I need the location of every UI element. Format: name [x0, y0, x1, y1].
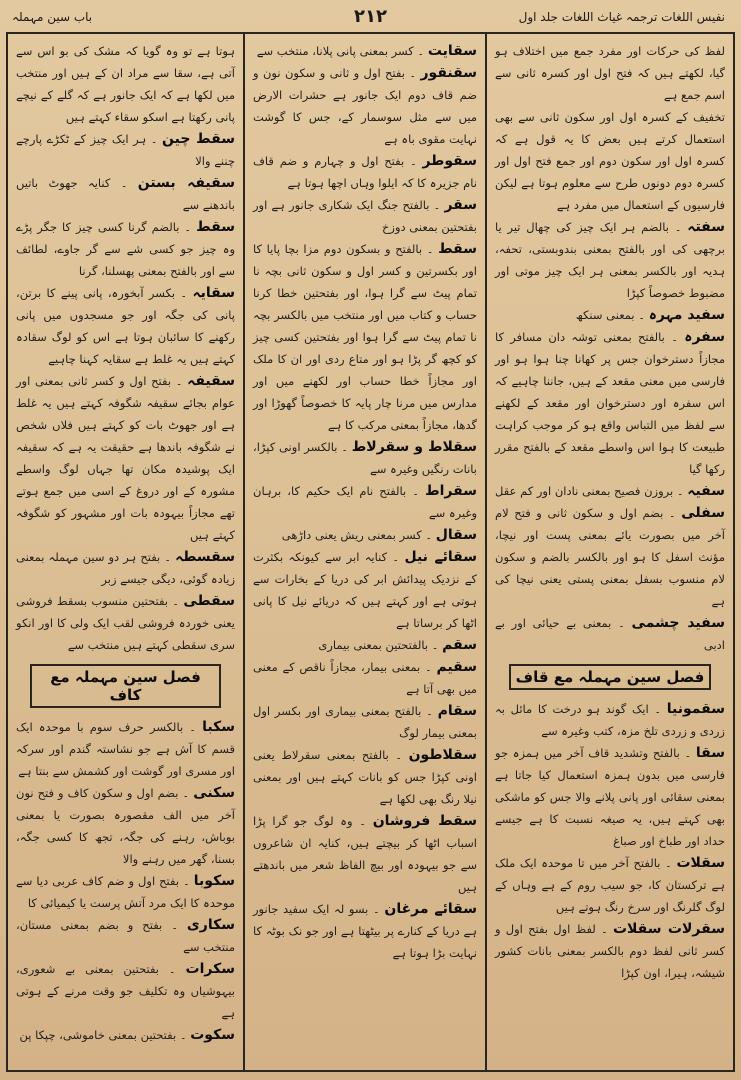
dictionary-entry: سقسطہ ۔ بفتح ہر دو سین مہملہ بمعنی زیادہ گوئی، دیگی جیسے زبر	[16, 549, 235, 586]
entries-right-2	[495, 698, 725, 984]
entry-definition: بالفتح جنگ ایک شکاری جانور ہے اور بفتحتین بمعنی دوزخ	[253, 198, 477, 234]
dictionary-entry	[495, 40, 725, 106]
entry-headword: سقطی	[183, 593, 235, 609]
dictionary-entry: سقطی ۔ بفتحتین منسوب بسقط فروشی یعنی خوردہ فروشی لقب ایک ولی کا اور انکو سری سقطی کہتے ہیں منتخب سے	[16, 593, 235, 652]
dictionary-entry: سقم ۔ بالفتحتین بمعنی بیماری	[318, 637, 477, 653]
entry-definition: بالکسر حرف سوم با موحدہ ایک قسم کا آش ہے جو نشاستہ گندم اور سرکہ اور مسری اور گوشت اور کشمش سے بنتا ہے	[16, 720, 235, 778]
column-left	[8, 34, 243, 1070]
entry-headword: سکاری	[186, 917, 235, 933]
entry-definition: ہوتا ہے تو وہ گویا کہ مشک کی بو اس سے آتی ہے، سقا سے مراد ان کے ہیں اور منتخب میں لکھا ہے کہ ایک جانور ہے کہ گلے کے نیچے پانی رکھتا ہے اسکو سقاء کہتے ہیں	[16, 44, 235, 124]
entry-definition: بضم اول و سکون کاف و فتح نون آخر میں الف مقصورہ بصورت یا بمعنی بوباش، رہنے کی جگہ، تجھ کا کسی جگہ، بسنا، گھر میں رہنے والا	[16, 786, 235, 866]
entry-definition: کنایہ جھوٹ باتیں باندھنے سے	[16, 176, 235, 212]
text-frame	[6, 32, 735, 1072]
entry-headword: سفیہ	[687, 483, 725, 499]
entry-headword: سقط	[196, 219, 235, 235]
entry-headword: سفتہ	[687, 219, 725, 235]
entry-headword: سقیم	[436, 659, 477, 675]
entry-definition: کسر بمعنی پانی پلانا، منتخب سے	[256, 44, 414, 58]
entries-left-2	[16, 716, 235, 1046]
dictionary-entry: سقرلات سقلات ۔ لفظ اول بفتح اول و کسر ثانی لفظ دوم بالکسر بمعنی بانات کشور شیشہ، ہیرا، اون کپڑا	[495, 921, 725, 980]
entry-headword: سقلاط و سقرلاط	[351, 439, 477, 455]
dictionary-entry: سفرہ ۔ بالفتح بمعنی توشہ دان مسافر کا مجازاً دسترخوان جس پر کھانا چنا ہوا ہو اور فارسی میں معنی مقعد کے ہیں، جاننا چاہیے کہ اس سفرہ اور دسترخوان اور مقعد کے لکھنے سے لفظ میں التباس واقع ہو کر موجب کراہت طبیعت کا ہوا اس واسطے مقعد کے بالفتح مقرر رکھا گیا	[495, 329, 725, 476]
section-heading-qaf: فصل سین مہملہ مع قاف	[509, 664, 711, 690]
entry-headword: سفلی	[681, 505, 725, 521]
entries-right	[495, 40, 725, 656]
entry-headword: سقا	[695, 745, 725, 761]
entry-definition: بمعنی سنکھ	[575, 308, 635, 322]
dictionary-entry: سفید مہرہ ۔ بمعنی سنکھ	[575, 307, 725, 323]
dictionary-entry: سکوت ۔ بفتحتین بمعنی خاموشی، چپکا پن	[19, 1027, 235, 1043]
entry-definition: بالفتح بمعنی بیماری اور بکسر اول بمعنی بیمار لوگ	[253, 704, 477, 740]
dictionary-entry	[495, 106, 725, 216]
entry-definition: بالکسر اونی کپڑا، بانات رنگیں وغیرہ سے	[253, 440, 477, 476]
entry-headword: سقراط	[425, 483, 477, 499]
entry-headword: سکرات	[185, 961, 235, 977]
dictionary-entry: سقمونیا ۔ ایک گوند ہو درخت کا مائل بہ زردی و زردی تلخ مزہ، کتب وغیرہ سے	[495, 701, 725, 738]
dictionary-entry: سفلی ۔ بضم اول و سکون ثانی و فتح لام آخر میں بصورت یائے بمعنی پست اور نیچا، مؤنث اسفل کا ہو اور بالکسر بالضم و سکون لام منسوب بسفل بمعنی پستی یعنی نیچا کی ہے	[495, 505, 725, 608]
entry-definition: بروزن فصیح بمعنی نادان اور کم عقل	[495, 484, 674, 498]
entry-headword: سکوت	[190, 1027, 235, 1043]
entry-definition: ہر ایک چیز کے ٹکڑے پارچے چننے والا	[16, 132, 235, 168]
entry-headword: سقال	[435, 527, 477, 543]
entry-headword: سقیفہ	[187, 373, 235, 389]
dictionary-entry: سکنی ۔ بضم اول و سکون کاف و فتح نون آخر میں الف مقصورہ بصورت یا بمعنی بوباش، رہنے کی جگہ، تجھ کا کسی جگہ، بسنا، گھر میں رہنے والا	[16, 785, 235, 866]
dictionary-entry: سقیفہ ۔ بفتح اول و کسر ثانی بمعنی اور عوام بجائے سقیفہ شگوفہ کہتے ہیں یہ غلط ہے اور جھوٹ بات کو کہتے ہیں فلاں شخص نے شگوفہ باندھا ہے حقیقت یہ ہے کہ سقیفہ ایک پوشیدہ مکان تھا جہاں لوگ واسطے مشورہ کے اور دروغ کے اسی میں جمع ہوتے تھے مجازاً بیہودہ بات اور مشہور کو شگوفہ کہتے ہیں	[16, 373, 235, 542]
entry-headword: سکنی	[193, 785, 235, 801]
entry-definition: بالفتح و بسکون دوم مزا بچا پایا کا اور بکسرتین و کسر اول و سکون ثانی بچہ نا تمام پیٹ سے گرا ہوا، اور بفتحتین خطا کرنا حساب و کتاب میں اور منتخب میں بالکسر بچہ نا تمام پیٹ سے گرا ہوا اور بفتحتین کسی چیز کو کچھ گر پڑا ہو اور متاع ردی اور ان کا ملک اور مجازاً خطا حساب اور لکھنے میں اور مدارس میں مرنا چار پایہ کا خصوصاً گھوڑا اور گدھا، مجازاً بمعنی مرکب کا ہے	[253, 242, 477, 432]
entry-definition: بالضم گرنا کسی چیز کا جگر پڑے وہ چیز جو کسی شے سے گر جاوے، لطائف سے اور بالفتح بمعنی پھسلنا، گرنا	[16, 220, 235, 278]
entry-headword: سقط	[438, 241, 477, 257]
entry-headword: سقم	[442, 637, 477, 653]
entry-definition: بفتحتین منسوب بسقط فروشی یعنی خوردہ فروشی لقب ایک ولی کا اور انکو سری سقطی کہتے ہیں منتخب سے	[16, 594, 235, 652]
entry-headword: سقمونیا	[666, 701, 725, 717]
entry-definition: لفظ کی حرکات اور مفرد جمع میں اختلاف ہو گیا، لکھتے ہیں کہ فتح اول اور کسرہ ثانی سے اسم جمع ہے	[495, 44, 725, 102]
dictionary-entry: سقام ۔ بالفتح بمعنی بیماری اور بکسر اول بمعنی بیمار لوگ	[253, 703, 477, 740]
section-heading-kaf: فصل سین مہملہ مع کاف	[30, 664, 221, 708]
dictionary-entry: سقائے نیل ۔ کنایہ ابر سے کیونکہ بکثرت کے نزدیک پیدائش ابر کی دریا کے بخارات سے ہوتی ہے اور کہتے ہیں کہ دریائے نیل کا پانی اٹھا کر برساتا ہے	[253, 549, 478, 630]
dictionary-entry	[16, 40, 235, 128]
entry-headword: سقلاطون	[408, 747, 477, 763]
dictionary-entry: سقیم ۔ بمعنی بیمار، مجازاً ناقص کے معنی میں بھی آتا ہے	[253, 659, 477, 696]
entry-definition: بمعنی بیمار، مجازاً ناقص کے معنی میں بھی آتا ہے	[253, 660, 477, 696]
entry-definition: کسر بمعنی ریش یعنی داڑھی	[281, 528, 422, 542]
dictionary-entry: سقلاط و سقرلاط ۔ بالکسر اونی کپڑا، بانات رنگیں وغیرہ سے	[253, 439, 477, 476]
entry-definition: بکسر آبخورہ، پانی پینے کا برتن، پانی کی جگہ اور جو مسجدوں میں پانی رکھنے کا سائبان ہوتا ہے اس کو لوگ سقادہ کہتے ہیں یہ غلط ہے سقایہ کہنا چاہیے	[16, 286, 235, 366]
dictionary-entry: سفید چشمی ۔ بمعنی بے حیائی اور بے ادبی	[495, 615, 725, 652]
entry-definition: ایک گوند ہو درخت کا مائل بہ زردی و زردی تلخ مزہ، کتب وغیرہ سے	[495, 702, 725, 738]
page-number: ۲۱۲	[354, 6, 387, 27]
dictionary-entry: سقط ۔ بالفتح و بسکون دوم مزا بچا پایا کا اور بکسرتین و کسر اول و سکون ثانی بچہ نا تمام پیٹ سے گرا ہوا، اور بفتحتین خطا کرنا حساب و کتاب میں اور منتخب میں بالکسر بچہ نا تمام پیٹ سے گرا ہوا اور بفتحتین کسی چیز کو کچھ گر پڑا ہو اور متاع ردی اور ان کا ملک اور مجازاً خطا حساب اور لکھنے میں اور مدارس میں مرنا چار پایہ کا خصوصاً گھوڑا اور گدھا، مجازاً بمعنی مرکب کا ہے	[253, 241, 477, 432]
entry-headword: سقر	[444, 197, 477, 213]
dictionary-entry: سقط ۔ بالضم گرنا کسی چیز کا جگر پڑے وہ چیز جو کسی شے سے گر جاوے، لطائف سے اور بالفتح بمعنی پھسلنا، گرنا	[16, 219, 235, 278]
dictionary-entry: سقیفہ بستن ۔ کنایہ جھوٹ باتیں باندھنے سے	[16, 175, 235, 212]
entry-headword: سقط چین	[162, 131, 235, 147]
entry-definition: بفتح اول و ضم کاف عربی دیا سے موحدہ کا ایک مرد آتش پرست یا کیمیائی کا	[16, 874, 235, 910]
entry-definition: وہ لوگ جو گرا پڑا اسباب اٹھا کر بیچتے ہیں، کنایہ ان شاعروں سے جو بیہودہ اور بیچ الفاظ شعر میں باندھتے ہیں	[253, 814, 477, 894]
entry-definition: بمعنی بے حیائی اور بے ادبی	[495, 616, 725, 652]
entry-definition: بالفتح آخر میں تا موحدہ ایک ملک ہے ترکستان کا، جو سیب روم کے ہے وہاں کے لوگ گلرنگ اور سرخ رنگ ہوتے ہیں	[495, 856, 725, 914]
entry-definition: کنایہ ابر سے کیونکہ بکثرت کے نزدیک پیدائش ابر کی دریا کے بخارات سے ہوتی ہے اور کہتے ہیں کہ دریائے نیل کا پانی اٹھا کر برساتا ہے	[253, 550, 477, 630]
entry-definition: بفتح ہر دو سین مہملہ بمعنی زیادہ گوئی، دیگی جیسے زبر	[16, 550, 235, 586]
dictionary-entry: سقر ۔ بالفتح جنگ ایک شکاری جانور ہے اور بفتحتین بمعنی دوزخ	[253, 197, 477, 234]
entry-definition: بفتحتین بمعنی بے شعوری، بیہوشیاں وہ تکلیف جو وقت مرنے کے ہوتی ہے	[16, 962, 235, 1020]
entry-definition: بفتح اول و ثانی و سکون نون و ضم قاف دوم ایک جانور ہے حشرات الارض میں سے مثل سوسمار کے، جس کا گوشت نہایت مقوی باہ ہے	[253, 66, 477, 146]
entry-headword: سقایہ	[192, 285, 235, 301]
entry-definition: بفتح و بضم بمعنی مستان، منتخب سے	[16, 918, 235, 954]
dictionary-entry: سکوبا ۔ بفتح اول و ضم کاف عربی دیا سے موحدہ کا ایک مرد آتش پرست یا کیمیائی کا	[16, 873, 235, 910]
dictionary-entry: سکرات ۔ بفتحتین بمعنی بے شعوری، بیہوشیاں وہ تکلیف جو وقت مرنے کے ہوتی ہے	[16, 961, 235, 1020]
entries-left	[16, 40, 235, 656]
entry-headword: سقائے مرغان	[384, 901, 477, 917]
dictionary-entry: سفتہ ۔ بالضم ہر ایک چیز کی چھال تیر یا برچھی کی اور بالفتح بمعنی بندوبستی، تحفہ، ہدیہ اور بالکسر بمعنی ہر ایک چیز موتی اور مضبوط خصوصاً کپڑا	[495, 219, 725, 300]
entry-headword: سفید مہرہ	[648, 307, 725, 323]
entry-definition: بضم اول و سکون ثانی و فتح لام آخر میں بصورت یائے بمعنی پست اور نیچا، مؤنث اسفل کا ہو اور بالکسر بالضم و سکون لام منسوب بسفل بمعنی پستی یعنی نیچا کی ہے	[495, 506, 725, 608]
dictionary-entry: سقط چین ۔ ہر ایک چیز کے ٹکڑے پارچے چننے والا	[16, 131, 235, 168]
running-head: نفیس اللغات ترجمہ غیاث اللغات جلد اول	[518, 10, 725, 24]
entry-headword: سقام	[437, 703, 477, 719]
entry-headword: سقوطر	[422, 153, 477, 169]
entry-definition: بسو لہ ایک سفید جانور ہے دریا کے کنارے پر بیٹھتا ہے اور جو نک بوٹہ کا نہایت بڑا ہوتا ہے	[253, 902, 477, 960]
entry-definition: بفتح اول و کسر ثانی بمعنی اور عوام بجائے سقیفہ شگوفہ کہتے ہیں یہ غلط ہے اور جھوٹ بات کو کہتے ہیں فلاں شخص نے شگوفہ باندھا ہے حقیقت یہ ہے کہ سقیفہ ایک پوشیدہ مکان تھا جہاں لوگ واسطے مشورہ کے اور دروغ کے اسی میں جمع ہوتے تھے مجازاً بیہودہ بات اور مشہور کو شگوفہ کہتے ہیں	[16, 374, 235, 542]
entry-definition: تخفیف کے کسرہ اول اور سکون ثانی سے بھی استعمال کرتے ہیں بعض کا یہ قول ہے کہ کسرہ اول اور سکون دوم اور جمع فتح اول اور کسرہ دوم دونوں طرح سے معلوم ہوتا ہے لیکن فارسیوں کے استعمال میں مفرد ہے	[495, 110, 725, 212]
entry-headword: سقرلات سقلات	[612, 921, 725, 937]
dictionary-entry: سقا ۔ بالفتح وتشدید قاف آخر میں ہمزہ جو فارسی میں بدون ہمزہ استعمال کیا جاتا ہے بمعنی سقائی اور پانی پلانے والا جس کو ماشکی بھی کہتے ہیں، یہ صیغہ نسبت کا ہے جیسے حداد اور طباخ اور صباغ	[495, 745, 725, 848]
dictionary-entry: سفیہ ۔ بروزن فصیح بمعنی نادان اور کم عقل	[495, 483, 725, 499]
column-right	[485, 34, 733, 1070]
section-tag: باب سین مہملہ	[12, 10, 93, 24]
entry-definition: بالفتح بمعنی توشہ دان مسافر کا مجازاً دسترخوان جس پر کھانا چنا ہوا ہو اور فارسی میں معنی مقعد کے ہیں، جاننا چاہیے کہ اس سفرہ اور دسترخوان اور مقعد کے لکھنے سے لفظ میں التباس واقع ہو کر موجب کراہت طبیعت کا ہوا اس واسطے مقعد کے بالفتح مقرر رکھا گیا	[495, 330, 725, 476]
dictionary-entry: سقراط ۔ بالفتح نام ایک حکیم کا، برہان وغیرہ سے	[253, 483, 477, 520]
entry-headword: سقایت	[427, 43, 477, 59]
dictionary-entry: سقلاطون ۔ بالفتح بمعنی سقرلاط یعنی اونی کپڑا جس کو بانات کہتے ہیں اور بمعنی نیلا رنگ بھی لکھا ہے	[253, 747, 477, 806]
entry-headword: سقلات	[676, 855, 725, 871]
dictionary-entry: سقنقور ۔ بفتح اول و ثانی و سکون نون و ضم قاف دوم ایک جانور ہے حشرات الارض میں سے مثل سوسمار کے، جس کا گوشت نہایت مقوی باہ ہے	[253, 65, 477, 146]
entry-definition: بالضم ہر ایک چیز کی چھال تیر یا برچھی کی اور بالفتح بمعنی بندوبستی، تحفہ، ہدیہ اور بالکسر بمعنی ہر ایک چیز موتی اور مضبوط خصوصاً کپڑا	[495, 220, 725, 300]
entry-definition: بالفتح وتشدید قاف آخر میں ہمزہ جو فارسی میں بدون ہمزہ استعمال کیا جاتا ہے بمعنی سقائی اور پانی پلانے والا جس کو ماشکی بھی کہتے ہیں، یہ صیغہ نسبت کا ہے جیسے حداد اور طباخ اور صباغ	[495, 746, 725, 848]
entry-headword: سقنقور	[420, 65, 477, 81]
dictionary-entry: سکاری ۔ بفتح و بضم بمعنی مستان، منتخب سے	[16, 917, 235, 954]
entry-headword: سقط فروشان	[372, 813, 477, 829]
column-middle	[243, 34, 485, 1070]
entry-definition: بفتح اول و چہارم و ضم قاف نام جزیرہ کا کہ ایلوا وہاں اچھا ہوتا ہے	[253, 154, 477, 190]
entry-headword: سفرہ	[684, 329, 725, 345]
dictionary-entry: سقلات ۔ بالفتح آخر میں تا موحدہ ایک ملک ہے ترکستان کا، جو سیب روم کے ہے وہاں کے لوگ گلرنگ اور سرخ رنگ ہوتے ہیں	[495, 855, 725, 914]
entry-definition: بالفتحتین بمعنی بیماری	[318, 638, 429, 652]
entry-headword: سقائے نیل	[404, 549, 478, 565]
entry-headword: سقسطہ	[175, 549, 235, 565]
page-header	[6, 6, 735, 32]
dictionary-entry: سقوطر ۔ بفتح اول و چہارم و ضم قاف نام جزیرہ کا کہ ایلوا وہاں اچھا ہوتا ہے	[253, 153, 477, 190]
dictionary-entry: سقایہ ۔ بکسر آبخورہ، پانی پینے کا برتن، پانی کی جگہ اور جو مسجدوں میں پانی رکھنے کا سائبان ہوتا ہے اس کو لوگ سقادہ کہتے ہیں یہ غلط ہے سقایہ کہنا چاہیے	[16, 285, 235, 366]
dictionary-entry: سقط فروشان ۔ وہ لوگ جو گرا پڑا اسباب اٹھا کر بیچتے ہیں، کنایہ ان شاعروں سے جو بیہودہ اور بیچ الفاظ شعر میں باندھتے ہیں	[253, 813, 477, 894]
dictionary-entry: سقائے مرغان ۔ بسو لہ ایک سفید جانور ہے دریا کے کنارے پر بیٹھتا ہے اور جو نک بوٹہ کا نہایت بڑا ہوتا ہے	[253, 901, 477, 960]
entry-headword: سفید چشمی	[631, 615, 725, 631]
entry-headword: سکوبا	[193, 873, 235, 889]
entry-definition: بفتحتین بمعنی خاموشی، چپکا پن	[19, 1028, 177, 1042]
dictionary-entry: سقال ۔ کسر بمعنی ریش یعنی داڑھی	[281, 527, 477, 543]
entry-headword: سقیفہ بستن	[137, 175, 235, 191]
entry-definition: بالفتح بمعنی سقرلاط یعنی اونی کپڑا جس کو بانات کہتے ہیں اور بمعنی نیلا رنگ بھی لکھا ہے	[253, 748, 477, 806]
entries-middle	[253, 40, 477, 964]
entry-definition: بالفتح نام ایک حکیم کا، برہان وغیرہ سے	[253, 484, 477, 520]
entry-definition: لفظ اول بفتح اول و کسر ثانی لفظ دوم بالکسر بمعنی بانات کشور شیشہ، ہیرا، اون کپڑا	[495, 922, 725, 980]
dictionary-entry: سکبا ۔ بالکسر حرف سوم با موحدہ ایک قسم کا آش ہے جو نشاستہ گندم اور سرکہ اور مسری اور گوشت اور کشمش سے بنتا ہے	[16, 719, 235, 778]
dictionary-entry: سقایت ۔ کسر بمعنی پانی پلانا، منتخب سے	[256, 43, 477, 59]
entry-headword: سکبا	[202, 719, 235, 735]
